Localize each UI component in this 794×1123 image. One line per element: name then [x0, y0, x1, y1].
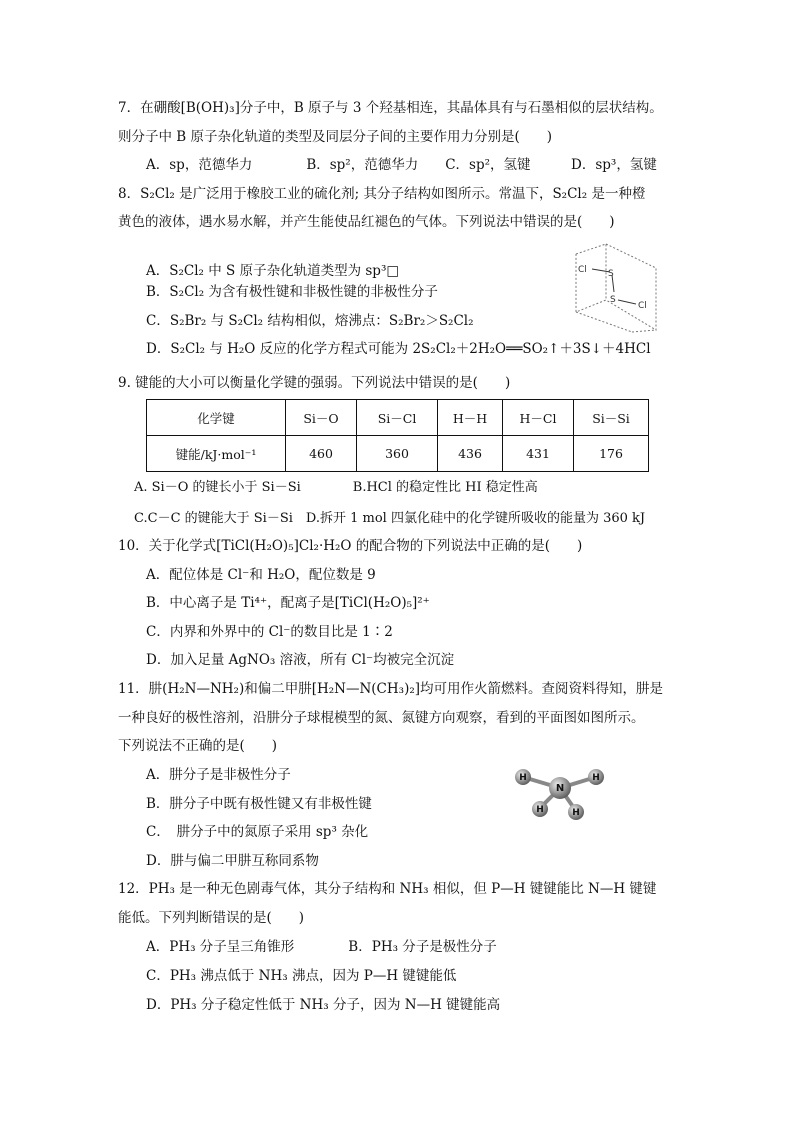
table-header-energy: 键能/kJ·mol⁻¹ [147, 436, 286, 472]
q10-stem: 10．关于化学式[TiCl(H₂O)₅]Cl₂·H₂O 的配合物的下列说法中正确的是( ) [118, 538, 583, 554]
q12-stem-line1: 12．PH₃ 是一种无色剧毒气体，其分子结构和 NH₃ 相似，但 P—H 键键能比 N—H 键键 [118, 881, 657, 897]
table-cell: Si－Cl [357, 400, 438, 436]
table-header-bond: 化学键 [147, 400, 286, 436]
q10-option-b: B．中心离子是 Ti⁴⁺，配离子是[TiCl(H₂O)₅]²⁺ [146, 595, 430, 611]
n-atom-label: N [555, 783, 565, 794]
q10-option-d: D．加入足量 AgNO₃ 溶液，所有 Cl⁻均被完全沉淀 [146, 652, 455, 668]
table-cell: 460 [286, 436, 357, 472]
hydrazine-ball-stick-figure [508, 764, 612, 824]
q11-stem-line1: 11．肼(H₂N—NH₂)和偏二甲肼[H₂N—N(CH₃)₂]均可用作火箭燃料。查阅资料得知，肼是 [118, 681, 664, 697]
h-atom-label: H [592, 773, 600, 783]
table-cell: H－Cl [503, 400, 574, 436]
q10-option-a: A．配位体是 Cl⁻和 H₂O，配位数是 9 [146, 567, 376, 583]
table-cell: H－H [438, 400, 503, 436]
q10-option-c: C．内界和外界中的 Cl⁻的数目比是 1∶2 [146, 624, 393, 640]
q11-stem-line2: 一种良好的极性溶剂，沿肼分子球棍模型的氮、氮键方向观察，看到的平面图如图所示。 [118, 710, 645, 726]
q7-stem-line1: 7．在硼酸[B(OH)₃]分子中，B 原子与 3 个羟基相连，其晶体具有与石墨相似的层状结构。 [118, 100, 663, 116]
q8-option-b: B．S₂Cl₂ 为含有极性键和非极性键的非极性分子 [146, 284, 438, 300]
q7-stem-line2: 则分子中 B 原子杂化轨道的类型及同层分子间的主要作用力分别是( ) [118, 129, 553, 145]
q12-option-d: D．PH₃ 分子稳定性低于 NH₃ 分子，因为 N—H 键键能高 [146, 997, 501, 1013]
q11-option-a: A．肼分子是非极性分子 [146, 767, 291, 783]
s-atom-label-2: S [610, 295, 616, 305]
table-row [147, 400, 649, 436]
q11-stem-line3: 下列说法不正确的是( ) [118, 738, 278, 754]
q12-option-c: C．PH₃ 沸点低于 NH₃ 沸点，因为 P—H 键键能低 [146, 968, 457, 984]
q12-options-ab: A．PH₃ 分子呈三角锥形 B．PH₃ 分子是极性分子 [146, 939, 497, 955]
s-atom-label-1: S [608, 269, 614, 279]
q9-stem: 9. 键能的大小可以衡量化学键的强弱。下列说法中错误的是( ) [118, 375, 511, 391]
cl-atom-label-2: Cl [638, 301, 647, 311]
s2cl2-structure-figure [572, 240, 664, 334]
bond-energy-table [146, 399, 649, 472]
cl-atom-label-1: Cl [578, 265, 587, 275]
q8-option-d: D．S₂Cl₂ 与 H₂O 反应的化学方程式可能为 2S₂Cl₂＋2H₂O══SO₂↑＋3S↓＋4HCl [146, 341, 651, 357]
q7-options: A．sp，范德华力 B．sp²，范德华力 C．sp²，氢键 D．sp³，氢键 [146, 157, 657, 173]
q11-option-d: D．肼与偏二甲肼互称同系物 [146, 853, 319, 869]
q8-stem-line2: 黄色的液体，遇水易水解，并产生能使品红褪色的气体。下列说法中错误的是( ) [118, 214, 615, 230]
table-cell: Si－Si [574, 400, 649, 436]
q8-option-a: A．S₂Cl₂ 中 S 原子杂化轨道类型为 sp³□ [146, 263, 400, 279]
q11-option-c: C． 肼分子中的氮原子采用 sp³ 杂化 [146, 824, 369, 840]
q9-options-cd: C.C－C 的键能大于 Si－Si D.拆开 1 mol 四氯化硅中的化学键所吸收的能量为 360 kJ [134, 511, 646, 526]
q12-stem-line2: 能低。下列判断错误的是( ) [118, 910, 305, 926]
h-atom-label: H [572, 808, 580, 818]
table-cell: Si－O [286, 400, 357, 436]
table-cell: 360 [357, 436, 438, 472]
table-cell: 176 [574, 436, 649, 472]
q8-stem-line1: 8．S₂Cl₂ 是广泛用于橡胶工业的硫化剂; 其分子结构如图所示。常温下，S₂Cl₂ 是一种橙 [118, 186, 646, 202]
table-cell: 436 [438, 436, 503, 472]
table-cell: 431 [503, 436, 574, 472]
q9-options-ab: A. Si－O 的键长小于 Si－Si B.HCl 的稳定性比 HI 稳定性高 [134, 480, 538, 495]
h-atom-label: H [519, 773, 527, 783]
q11-option-b: B．肼分子中既有极性键又有非极性键 [146, 796, 372, 812]
table-row [147, 436, 649, 472]
q8-option-c: C．S₂Br₂ 与 S₂Cl₂ 结构相似，熔沸点：S₂Br₂＞S₂Cl₂ [146, 313, 474, 329]
h-atom-label: H [536, 805, 544, 815]
